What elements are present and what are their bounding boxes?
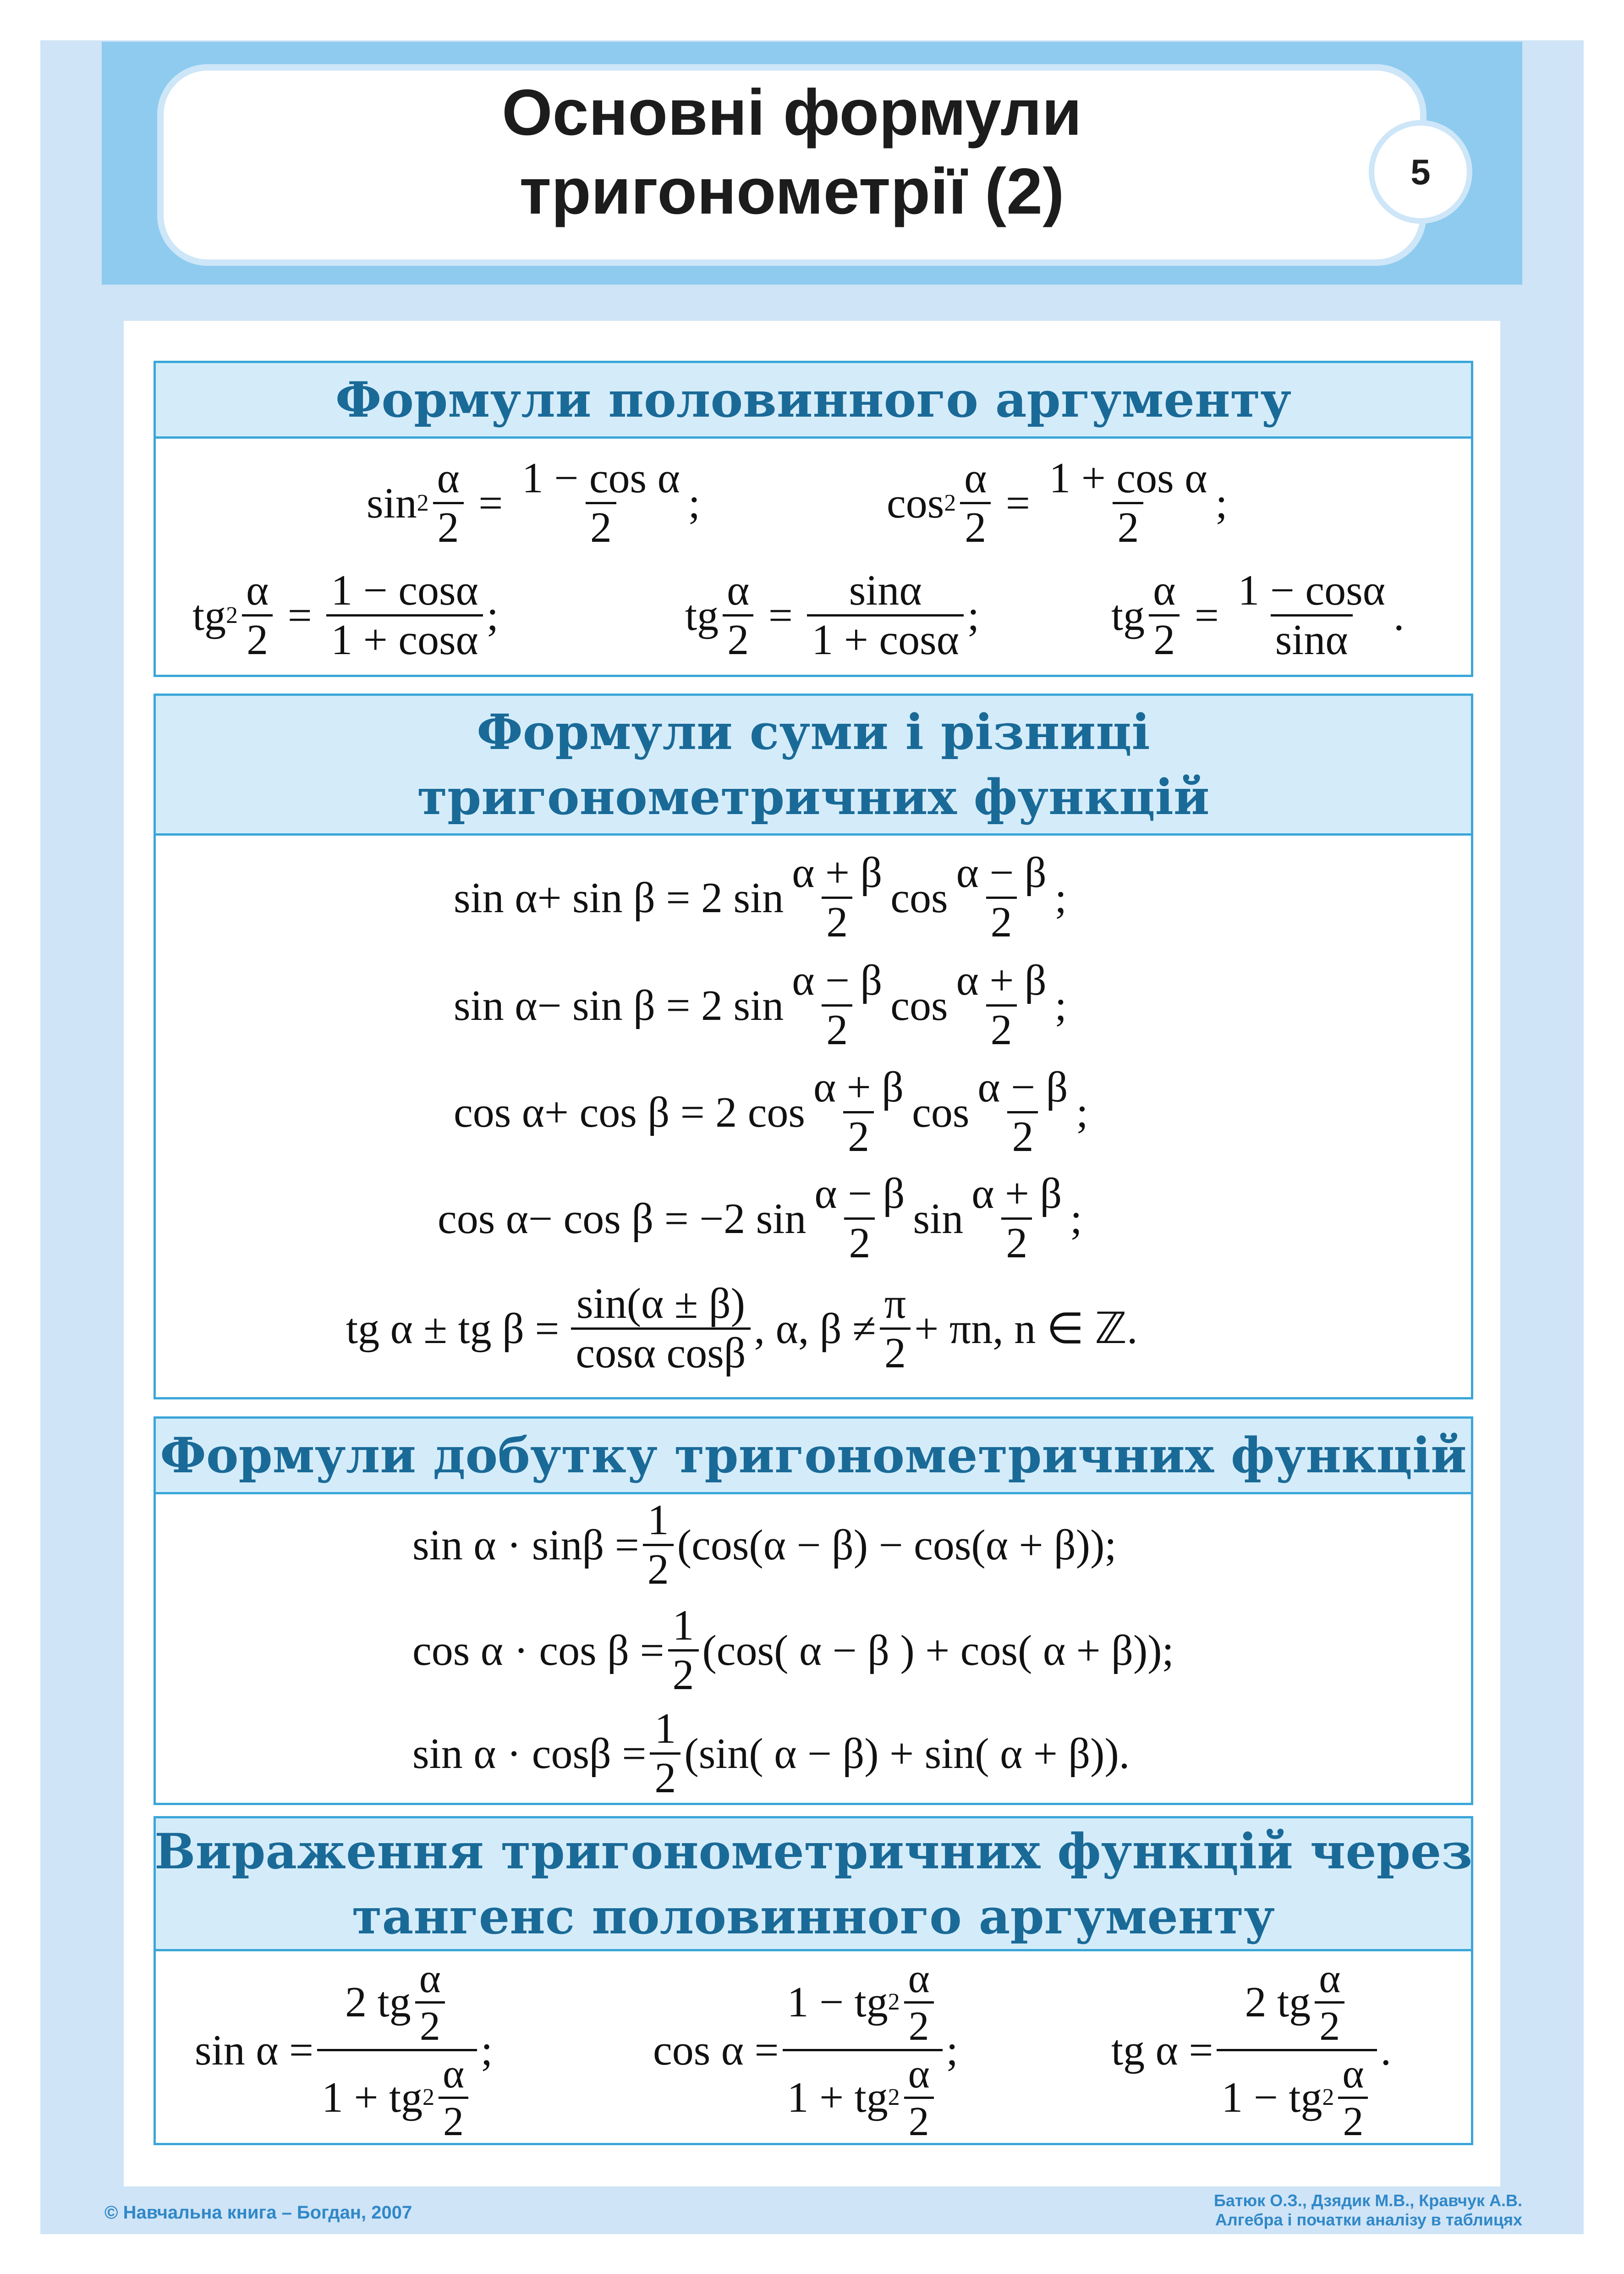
section-half-angle xyxy=(154,361,1473,677)
fraction: $\frac{\sin(\alpha \pm \beta)}{\text{cosα cosβ}}$ xyxy=(571,1280,750,1377)
authors-credit xyxy=(1008,2191,1522,2230)
fraction: $\frac{\alpha}{2}$ xyxy=(904,1956,934,2049)
section-title: Формули половинного аргументу xyxy=(335,371,1292,428)
fraction: $\frac{\pi}{2}$ xyxy=(880,1280,911,1377)
fraction: $\frac{\alpha}{2}$ xyxy=(722,567,754,664)
fraction: $\frac{1}{2}$ xyxy=(668,1602,699,1699)
section-header xyxy=(156,1818,1471,1951)
book-title: Алгебра і початки аналізу в таблицях xyxy=(1215,2210,1522,2229)
fraction: $\frac{1}{2}$ xyxy=(643,1497,674,1594)
fraction: $\frac{\alpha + \beta}{2}$ xyxy=(792,849,883,947)
fraction: $\frac{\alpha}{2}$ xyxy=(433,455,464,552)
section-header xyxy=(156,696,1471,836)
formula-product-sin-sin: sin α · sinβ = $\frac{1}{2}$ (cos(α − β) − cos(α + β)); xyxy=(412,1496,1117,1594)
title-line-2: тригонометрії (2) xyxy=(519,155,1064,228)
page-number: 5 xyxy=(1410,151,1431,192)
fraction: $\frac{\alpha + \beta}{2}$ xyxy=(971,1170,1062,1267)
formula-tg-via-tan: tg α = 2 tg $\frac{\alpha}{2}$ 1 − tg 2 $\frac{\alpha}{2}$ . xyxy=(1111,1956,1392,2144)
section-header xyxy=(156,363,1471,439)
page-number-badge xyxy=(1369,120,1472,224)
fraction: $\frac{1 - \cos\alpha}{\sin\alpha}$ xyxy=(1238,567,1385,664)
section-title-line-2: тригонометричних функцій xyxy=(417,768,1210,826)
page-title xyxy=(157,73,1426,231)
fraction: 1 − tg 2 $\frac{\alpha}{2}$ 1 + tg 2 $\frac{\alpha}{2}$ xyxy=(783,1956,943,2144)
section-header xyxy=(156,1419,1471,1494)
section-product xyxy=(154,1416,1473,1805)
formula-product-sin-cos: sin α · cosβ = $\frac{1}{2}$ (sin( α − β) + sin( α + β)). xyxy=(412,1705,1130,1802)
fraction: $\frac{\alpha}{2}$ xyxy=(960,455,991,552)
formula-tg2-half: tg 2 $\frac{\alpha}{2}$ = $\frac{1 - \cos\alpha}{1 + \cos\alpha}$ ; xyxy=(192,567,499,664)
copyright: © Навчальна книга – Богдан, 2007 xyxy=(104,2202,412,2223)
fraction: $\frac{\alpha - \beta}{2}$ xyxy=(977,1063,1068,1161)
formula-sin-via-tan: sin α = 2 tg $\frac{\alpha}{2}$ 1 + tg 2 $\frac{\alpha}{2}$ ; xyxy=(195,1956,493,2144)
title-line-1: Основні формули xyxy=(502,76,1082,149)
section-title-line-1: Формули суми і різниці xyxy=(477,703,1150,760)
authors: Батюк О.З., Дзядик М.В., Кравчук А.В. xyxy=(1214,2191,1522,2210)
formula-sin-sum: sin α+ sin β = 2 sin $\frac{\alpha + \beta}{2}$ cos $\frac{\alpha - \beta}{2}$ ; xyxy=(454,849,1067,947)
fraction: $\frac{1 - \cos\alpha}{1 + \cos\alpha}$ xyxy=(326,567,483,664)
formula-cos-diff: cos α− cos β = −2 sin $\frac{\alpha - \beta}{2}$ sin $\frac{\alpha + \beta}{2}$ ; xyxy=(438,1170,1082,1267)
formula-cos-via-tan: cos α = 1 − tg 2 $\frac{\alpha}{2}$ 1 + tg 2 $\frac{\alpha}{2}$ ; xyxy=(653,1956,958,2144)
fraction: $\frac{\alpha + \beta}{2}$ xyxy=(813,1063,904,1161)
fraction: $\frac{\alpha}{2}$ xyxy=(1148,567,1180,664)
section-title-line-2: тангенс половинного аргументу xyxy=(351,1887,1275,1945)
fraction: $\frac{\alpha - \beta}{2}$ xyxy=(814,1170,905,1267)
formula-sin2-half: sin 2 $\frac{\alpha}{2}$ = $\frac{\text{1 − cos α}}{2}$ ; xyxy=(367,454,701,552)
fraction: $\frac{\alpha}{2}$ xyxy=(438,2051,469,2144)
fraction: $\frac{\alpha}{2}$ xyxy=(241,567,273,664)
fraction: $\frac{1}{2}$ xyxy=(650,1705,680,1802)
formula-tg-half-b: tg $\frac{\alpha}{2}$ = $\frac{1 - \cos\alpha}{\sin\alpha}$ . xyxy=(1111,567,1405,664)
formula-tg-half-a: tg $\frac{\alpha}{2}$ = $\frac{\sin\alpha}{1 + \cos\alpha}$ ; xyxy=(685,567,980,664)
fraction: $\frac{\text{1 − cos α}}{2}$ xyxy=(521,454,680,552)
fraction: $\frac{\alpha}{2}$ xyxy=(1338,2051,1368,2144)
section-title-line-1: Вираження тригонометричних функцій через xyxy=(154,1822,1472,1880)
section-sum-difference xyxy=(154,694,1473,1399)
fraction: $\frac{\alpha + \beta}{2}$ xyxy=(956,957,1047,1054)
formula-sin-diff: sin α− sin β = 2 sin $\frac{\alpha - \beta}{2}$ cos $\frac{\alpha + \beta}{2}$ ; xyxy=(454,957,1067,1054)
fraction: $\frac{\alpha - \beta}{2}$ xyxy=(792,957,883,1054)
fraction: $\frac{\alpha}{2}$ xyxy=(1314,1956,1345,2049)
fraction: $\frac{\sin\alpha}{1 + \cos\alpha}$ xyxy=(807,567,964,664)
formula-tg-sum-diff: tg α ± tg β = $\frac{\sin(\alpha \pm \beta)}{\text{cosα cosβ}}$ , α, β ≠ $\frac{\pi}{2}$ + πn, n ∈ ℤ. xyxy=(346,1280,1138,1377)
fraction: $\frac{\alpha}{2}$ xyxy=(415,1956,445,2049)
section-half-tangent xyxy=(154,1816,1473,2145)
fraction: 2 tg $\frac{\alpha}{2}$ 1 + tg 2 $\frac{\alpha}{2}$ xyxy=(317,1956,477,2144)
fraction: 2 tg $\frac{\alpha}{2}$ 1 − tg 2 $\frac{\alpha}{2}$ xyxy=(1217,1956,1377,2144)
formula-cos2-half: cos 2 $\frac{\alpha}{2}$ = $\frac{\text{1 + cos α}}{2}$ ; xyxy=(887,454,1228,552)
formula-product-cos-cos: cos α · cos β = $\frac{1}{2}$ (cos( α − β ) + cos( α + β)); xyxy=(412,1602,1174,1699)
fraction: $\frac{\alpha}{2}$ xyxy=(904,2051,934,2144)
fraction: $\frac{\text{1 + cos α}}{2}$ xyxy=(1049,454,1207,552)
fraction: $\frac{\alpha - \beta}{2}$ xyxy=(956,849,1047,947)
section-title: Формули добутку тригонометричних функцій xyxy=(160,1426,1467,1484)
formula-cos-sum: cos α+ cos β = 2 cos $\frac{\alpha + \beta}{2}$ cos $\frac{\alpha - \beta}{2}$ ; xyxy=(454,1063,1088,1161)
